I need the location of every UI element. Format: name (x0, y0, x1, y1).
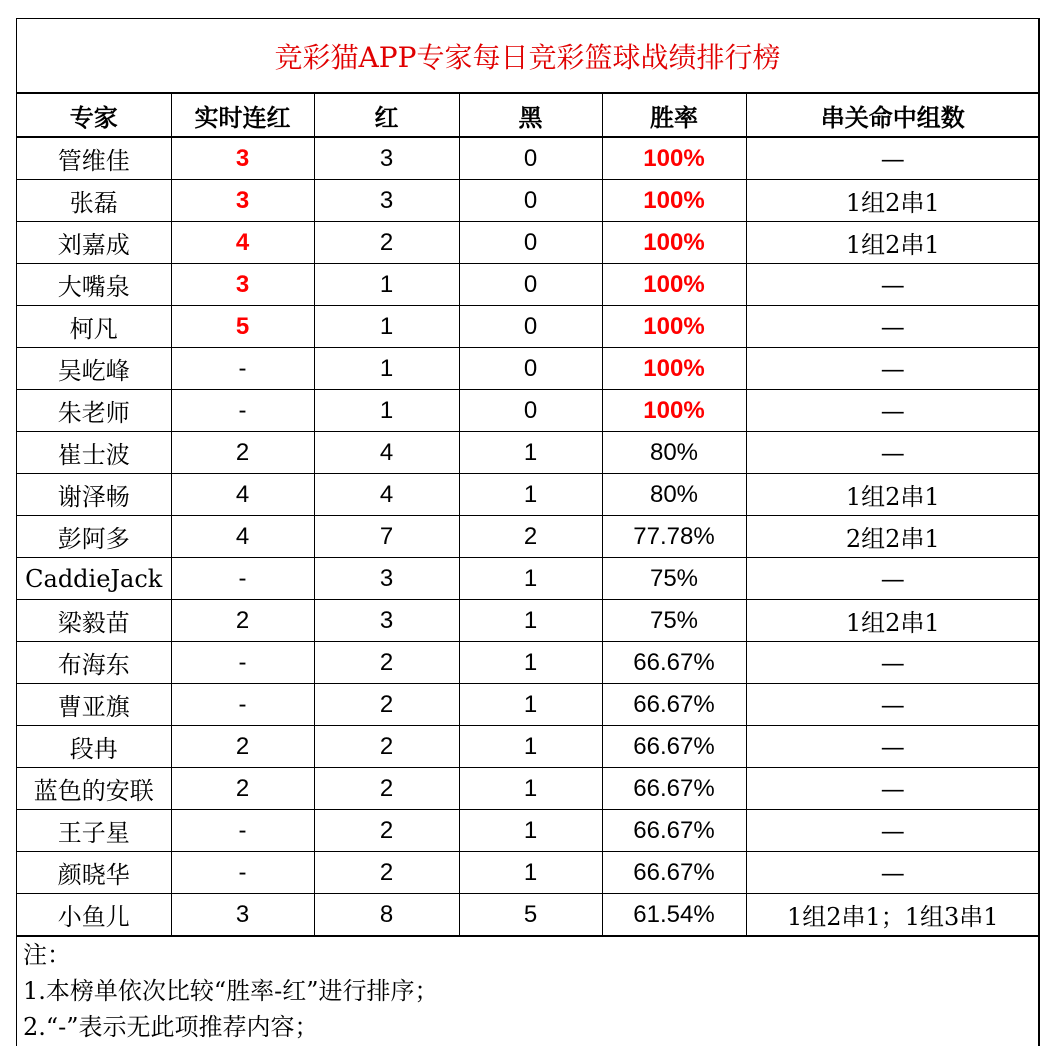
table-row (17, 768, 1039, 810)
cell-parlay: — (746, 348, 1039, 390)
cell-black: 0 (459, 306, 602, 348)
cell-black: 1 (459, 600, 602, 642)
header-streak: 实时连红 (171, 94, 314, 137)
table-row (17, 516, 1039, 558)
cell-red: 3 (314, 600, 459, 642)
cell-streak: 2 (171, 432, 314, 474)
table-row (17, 852, 1039, 894)
cell-win-rate: 66.67% (602, 852, 746, 894)
cell-parlay: — (746, 768, 1039, 810)
cell-parlay: 2组2串1 (746, 516, 1039, 558)
cell-win-rate: 80% (602, 432, 746, 474)
cell-parlay: 1组2串1 (746, 600, 1039, 642)
cell-win-rate: 100% (602, 264, 746, 306)
cell-red: 3 (314, 558, 459, 600)
cell-parlay: 1组2串1 (746, 180, 1039, 222)
cell-win-rate: 66.67% (602, 642, 746, 684)
table-row (17, 810, 1039, 852)
cell-parlay: 1组2串1 (746, 474, 1039, 516)
cell-black: 1 (459, 768, 602, 810)
cell-parlay: 1组2串1 (746, 222, 1039, 264)
cell-expert-name: 刘嘉成 (17, 222, 171, 264)
cell-expert-name: 柯凡 (17, 306, 171, 348)
cell-red: 2 (314, 852, 459, 894)
cell-black: 1 (459, 810, 602, 852)
table-body (17, 137, 1039, 936)
table-row (17, 137, 1039, 180)
cell-red: 2 (314, 642, 459, 684)
cell-red: 2 (314, 768, 459, 810)
cell-red: 8 (314, 894, 459, 936)
table-row (17, 180, 1039, 222)
cell-expert-name: CaddieJack (17, 558, 171, 600)
cell-red: 3 (314, 180, 459, 222)
cell-red: 3 (314, 137, 459, 180)
cell-win-rate: 100% (602, 222, 746, 264)
page-title: 竞彩猫APP专家每日竞彩篮球战绩排行榜 (17, 19, 1038, 94)
cell-black: 0 (459, 180, 602, 222)
cell-parlay: — (746, 852, 1039, 894)
cell-parlay: — (746, 432, 1039, 474)
cell-black: 1 (459, 642, 602, 684)
cell-expert-name: 王子星 (17, 810, 171, 852)
cell-black: 0 (459, 222, 602, 264)
cell-expert-name: 段冉 (17, 726, 171, 768)
cell-win-rate: 66.67% (602, 810, 746, 852)
table-row (17, 558, 1039, 600)
cell-streak: - (171, 684, 314, 726)
cell-expert-name: 管维佳 (17, 137, 171, 180)
cell-expert-name: 大嘴泉 (17, 264, 171, 306)
header-win-rate: 胜率 (602, 94, 746, 137)
cell-streak: - (171, 810, 314, 852)
cell-expert-name: 蓝色的安联 (17, 768, 171, 810)
cell-win-rate: 100% (602, 390, 746, 432)
cell-black: 1 (459, 726, 602, 768)
cell-black: 5 (459, 894, 602, 936)
cell-red: 2 (314, 684, 459, 726)
cell-streak: 3 (171, 894, 314, 936)
cell-expert-name: 彭阿多 (17, 516, 171, 558)
cell-streak: - (171, 642, 314, 684)
table-row (17, 390, 1039, 432)
cell-parlay: — (746, 684, 1039, 726)
table-row (17, 684, 1039, 726)
table-row (17, 264, 1039, 306)
cell-streak: - (171, 348, 314, 390)
cell-streak: 4 (171, 474, 314, 516)
cell-red: 1 (314, 306, 459, 348)
cell-streak: - (171, 558, 314, 600)
table-row (17, 642, 1039, 684)
cell-win-rate: 100% (602, 180, 746, 222)
cell-streak: - (171, 390, 314, 432)
cell-win-rate: 61.54% (602, 894, 746, 936)
table-row (17, 306, 1039, 348)
cell-expert-name: 梁毅苗 (17, 600, 171, 642)
cell-streak: 4 (171, 222, 314, 264)
cell-black: 0 (459, 264, 602, 306)
cell-expert-name: 朱老师 (17, 390, 171, 432)
table-row (17, 222, 1039, 264)
cell-black: 1 (459, 474, 602, 516)
cell-parlay: — (746, 558, 1039, 600)
table-header-row (17, 94, 1039, 137)
cell-expert-name: 张磊 (17, 180, 171, 222)
cell-win-rate: 66.67% (602, 768, 746, 810)
cell-black: 1 (459, 558, 602, 600)
cell-parlay: — (746, 810, 1039, 852)
cell-win-rate: 77.78% (602, 516, 746, 558)
cell-red: 1 (314, 348, 459, 390)
cell-streak: 3 (171, 180, 314, 222)
ranking-table (17, 94, 1039, 936)
notes-heading: 注： (23, 941, 71, 969)
cell-black: 1 (459, 852, 602, 894)
cell-black: 2 (459, 516, 602, 558)
cell-streak: 2 (171, 600, 314, 642)
table-row (17, 726, 1039, 768)
cell-black: 1 (459, 432, 602, 474)
cell-black: 0 (459, 390, 602, 432)
cell-black: 1 (459, 684, 602, 726)
notes (17, 936, 1038, 1045)
cell-red: 2 (314, 810, 459, 852)
cell-win-rate: 75% (602, 558, 746, 600)
cell-expert-name: 小鱼儿 (17, 894, 171, 936)
cell-expert-name: 曹亚旗 (17, 684, 171, 726)
cell-black: 0 (459, 348, 602, 390)
cell-streak: - (171, 852, 314, 894)
cell-streak: 4 (171, 516, 314, 558)
cell-streak: 3 (171, 137, 314, 180)
cell-streak: 3 (171, 264, 314, 306)
table-row (17, 348, 1039, 390)
cell-parlay: — (746, 390, 1039, 432)
cell-parlay: — (746, 306, 1039, 348)
ranking-sheet (16, 18, 1040, 1046)
cell-red: 2 (314, 222, 459, 264)
note-line: 2.“-”表示无此项推荐内容； (23, 1013, 319, 1041)
cell-red: 7 (314, 516, 459, 558)
table-row (17, 474, 1039, 516)
header-red: 红 (314, 94, 459, 137)
cell-win-rate: 100% (602, 348, 746, 390)
header-expert: 专家 (17, 94, 171, 137)
table-row (17, 894, 1039, 936)
cell-streak: 5 (171, 306, 314, 348)
cell-parlay: — (746, 137, 1039, 180)
cell-red: 1 (314, 264, 459, 306)
cell-expert-name: 崔士波 (17, 432, 171, 474)
cell-win-rate: 66.67% (602, 726, 746, 768)
cell-expert-name: 布海东 (17, 642, 171, 684)
cell-win-rate: 80% (602, 474, 746, 516)
cell-parlay: 1组2串1；1组3串1 (746, 894, 1039, 936)
header-black: 黑 (459, 94, 602, 137)
note-line: 1.本榜单依次比较“胜率-红”进行排序； (23, 977, 439, 1005)
cell-parlay: — (746, 642, 1039, 684)
cell-parlay: — (746, 264, 1039, 306)
cell-parlay: — (746, 726, 1039, 768)
header-parlay: 串关命中组数 (746, 94, 1039, 137)
cell-win-rate: 100% (602, 306, 746, 348)
cell-red: 4 (314, 474, 459, 516)
table-row (17, 600, 1039, 642)
cell-red: 4 (314, 432, 459, 474)
cell-black: 0 (459, 137, 602, 180)
table-row (17, 432, 1039, 474)
cell-expert-name: 谢泽畅 (17, 474, 171, 516)
cell-expert-name: 颜晓华 (17, 852, 171, 894)
cell-streak: 2 (171, 768, 314, 810)
cell-win-rate: 100% (602, 137, 746, 180)
cell-red: 1 (314, 390, 459, 432)
cell-streak: 2 (171, 726, 314, 768)
cell-win-rate: 75% (602, 600, 746, 642)
cell-expert-name: 吴屹峰 (17, 348, 171, 390)
cell-red: 2 (314, 726, 459, 768)
cell-win-rate: 66.67% (602, 684, 746, 726)
